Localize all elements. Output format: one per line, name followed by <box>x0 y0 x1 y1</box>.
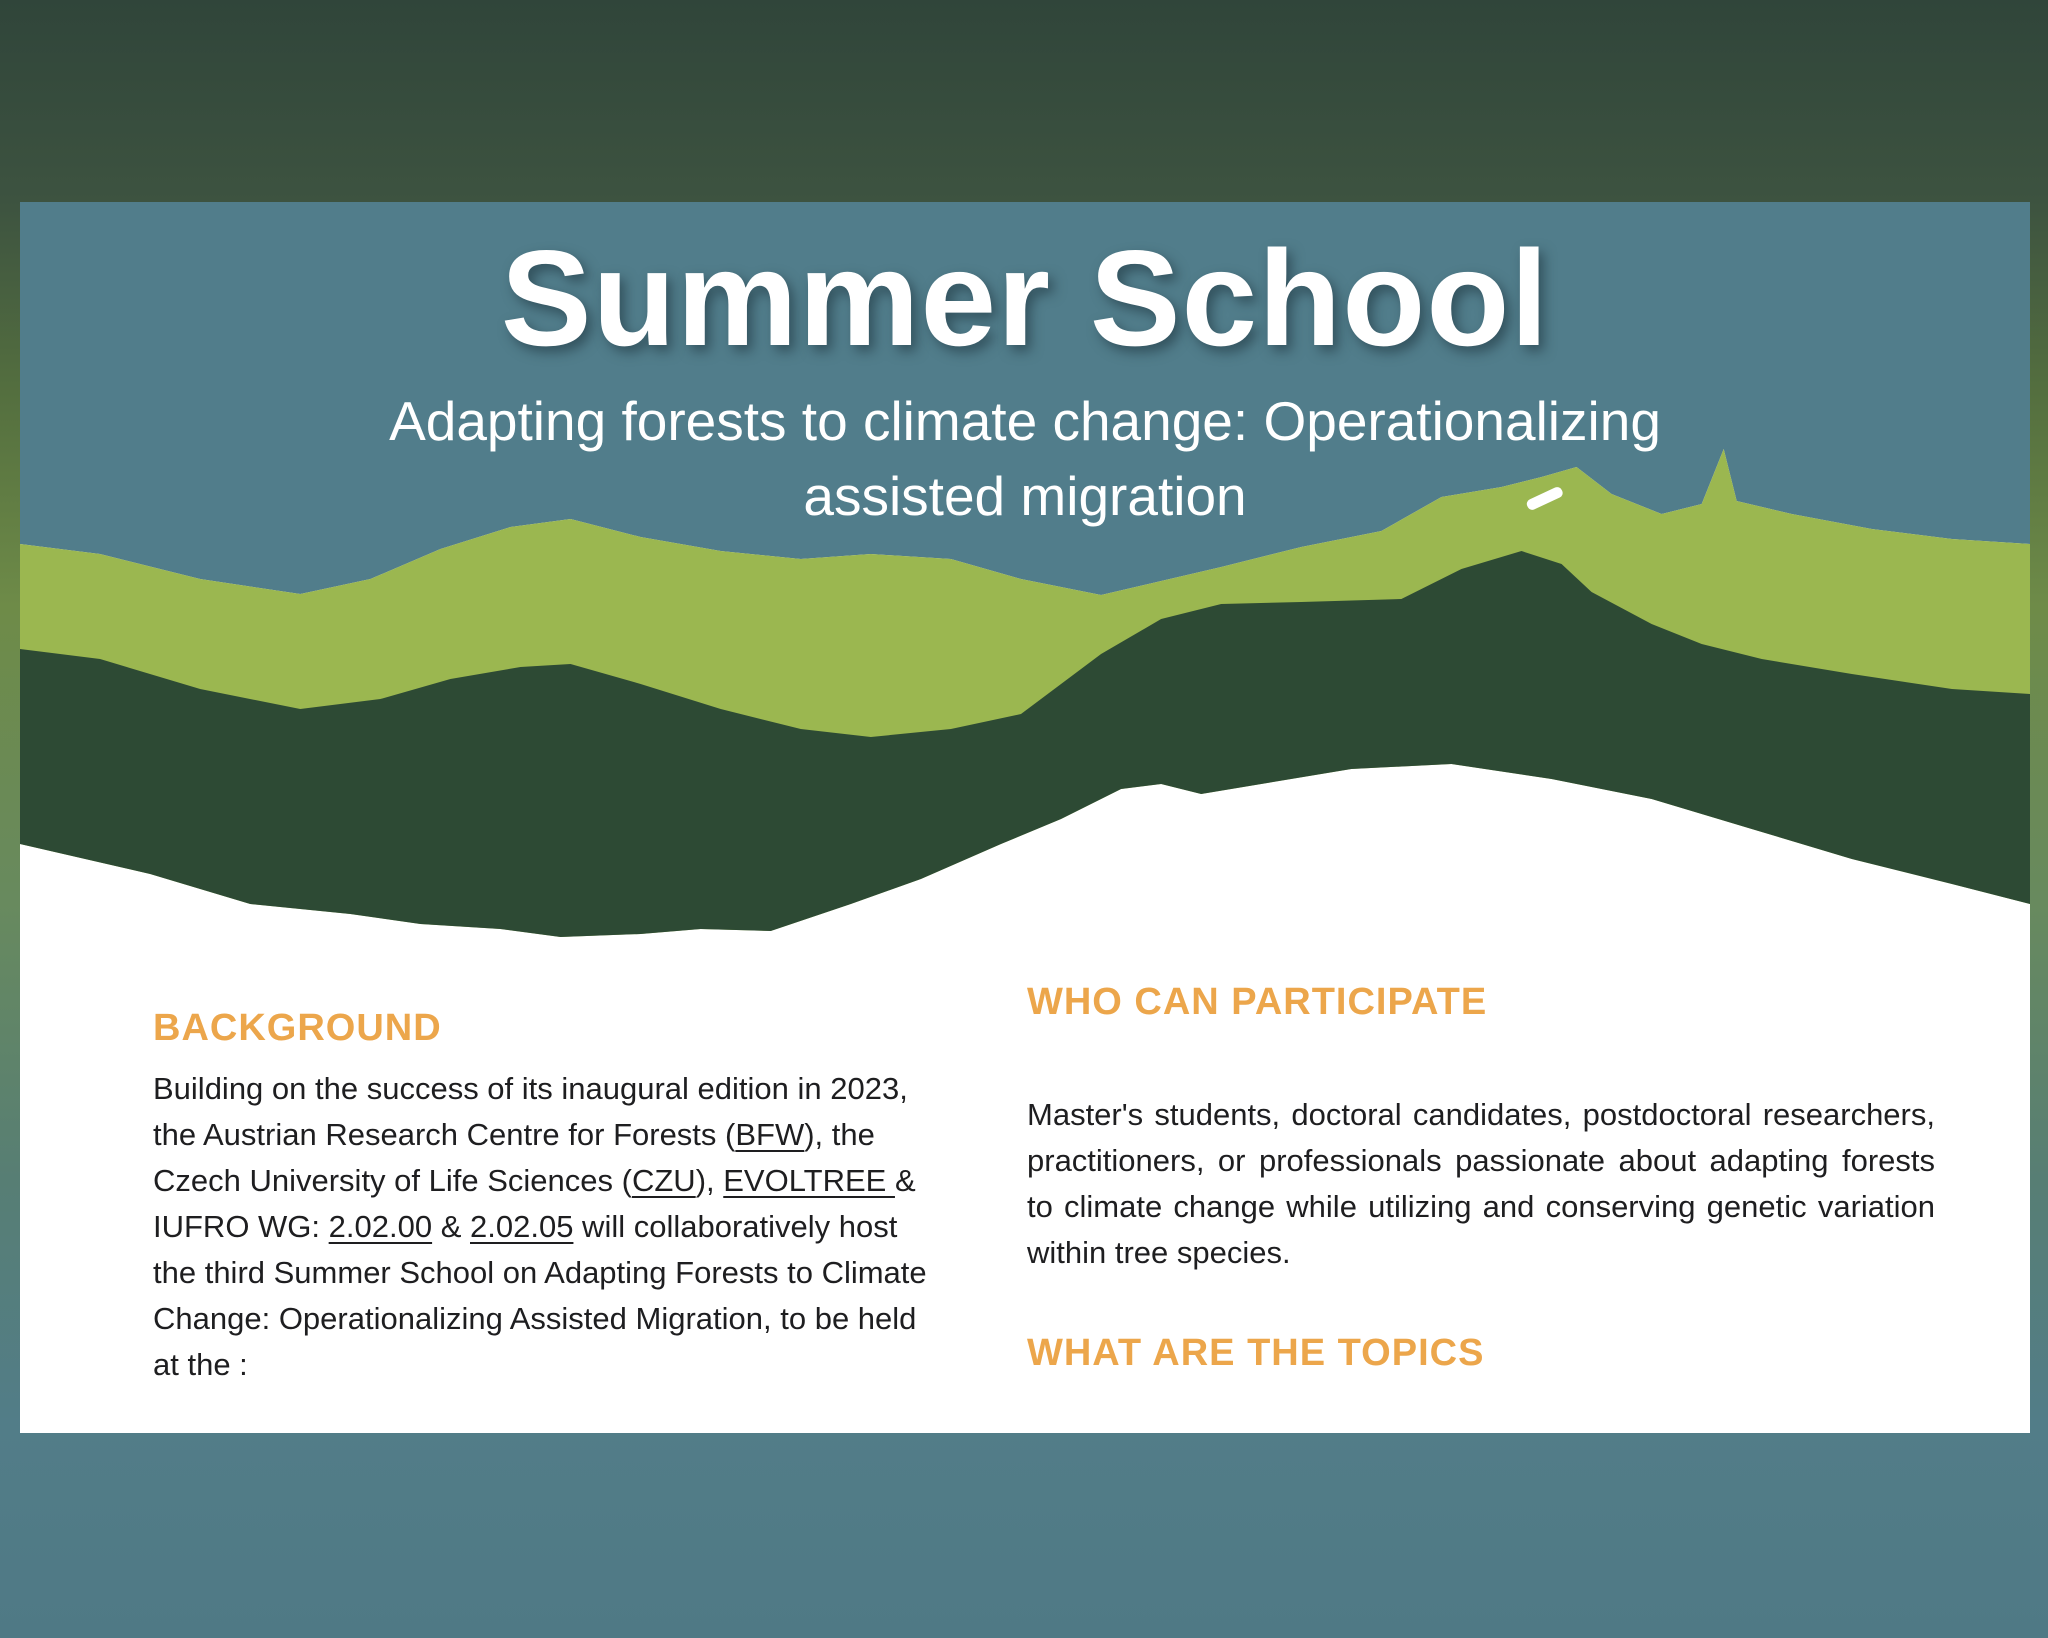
text-segment: ), the Czech University of Life Sciences ( <box>153 1117 875 1198</box>
title-block <box>20 222 2030 534</box>
link-2.02.05[interactable]: 2.02.05 <box>470 1209 574 1244</box>
poster-title: Summer School <box>500 222 1550 374</box>
link-bfw[interactable]: BFW <box>735 1117 805 1152</box>
link-evoltree[interactable]: EVOLTREE <box>723 1163 895 1198</box>
poster-subtitle <box>20 384 2030 534</box>
link-czu[interactable]: CZU <box>631 1163 696 1198</box>
subtitle-line-1: Adapting forests to climate change: Operationalizing <box>389 390 1661 452</box>
background-heading: BACKGROUND <box>153 1007 442 1049</box>
poster-card <box>20 202 2030 1433</box>
subtitle-line-2: assisted migration <box>803 464 1247 527</box>
who-can-participate-paragraph: Master's students, doctoral candidates, postdoctoral researchers, practitioners, or professionals passionate about adapting forests to climate change while utilizing and conserving genetic variation within tree species. <box>1027 1097 1935 1270</box>
text-segment: ), <box>695 1163 724 1198</box>
text-segment: will collaboratively host the third Summer School on Adapting Forests to Climate Change: Operationalizing Assisted Migration, to be held at the : <box>153 1209 927 1382</box>
who-can-participate-heading: WHO CAN PARTICIPATE <box>1027 981 1488 1023</box>
text-segment: & IUFRO WG: <box>153 1163 916 1244</box>
participate-section <box>1027 981 1935 1375</box>
background-section <box>153 1007 948 1388</box>
background-paragraph <box>153 1066 948 1388</box>
link-2.02.00[interactable]: 2.02.00 <box>328 1209 433 1244</box>
topics-heading: WHAT ARE THE TOPICS <box>1027 1332 1485 1374</box>
text-segment: Building on the success of its inaugural edition in 2023, the Austrian Research Centre for Forests ( <box>153 1071 908 1152</box>
text-segment: & <box>432 1209 470 1244</box>
